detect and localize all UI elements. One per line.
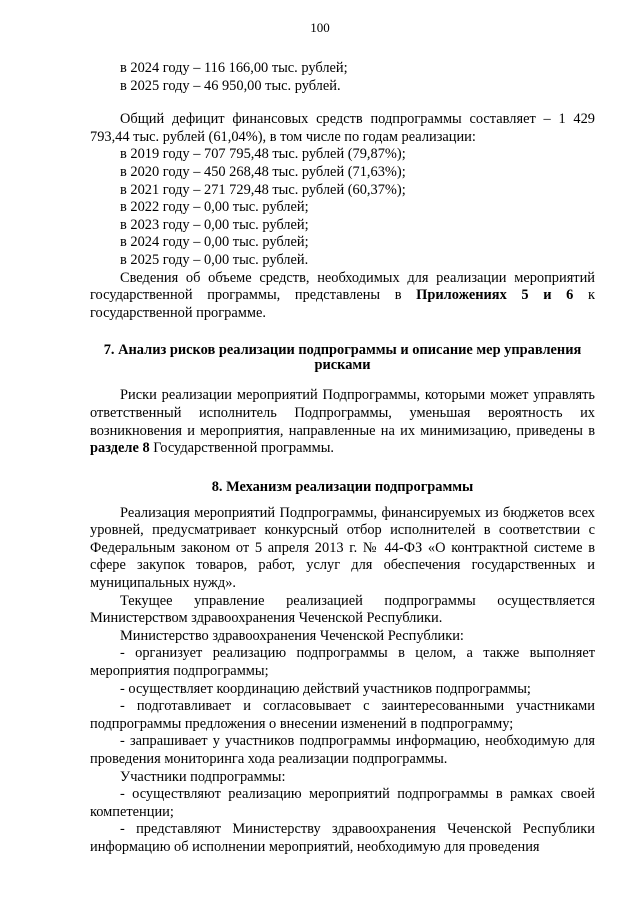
funding-line-2025: в 2025 году – 46 950,00 тыс. рублей. [120, 77, 341, 94]
deficit-2022: в 2022 году – 0,00 тыс. рублей; [120, 199, 309, 216]
page-content [90, 60, 595, 857]
deficit-2024: в 2024 году – 0,00 тыс. рублей; [120, 234, 309, 251]
deficit-2019: в 2019 году – 707 795,48 тыс. рублей (79,87%); [120, 146, 406, 163]
annex-note: Сведения об объеме средств, необходимых для реализации мероприятий государственной программы, представлены в Приложениях 5 и 6 к государственной программе. [90, 269, 595, 321]
section8-heading: 8. Механизм реализации подпрограммы [211, 478, 474, 495]
section8-p2: Текущее управление реализацией подпрограммы осуществляется Министерством здравоохранения Чеченской Республики. [90, 592, 595, 627]
ministry-item-2: - осуществляет координацию действий участников подпрограммы; [120, 680, 531, 697]
section7-heading: 7. Анализ рисков реализации подпрограммы и описание мер управления рисками [103, 342, 582, 374]
annex-reference: Приложениях 5 и 6 [416, 287, 574, 304]
ministry-item-1: - организует реализацию подпрограммы в целом, а также выполняет мероприятия подпрограммы; [90, 645, 595, 680]
deficit-2021: в 2021 году – 271 729,48 тыс. рублей (60,37%); [120, 181, 406, 198]
page-number: 100 [310, 20, 330, 35]
section7-text: Риски реализации мероприятий Подпрограммы, которыми может управлять ответственный исполнитель Подпрограммы, уменьшая вероятность их возникновения и мероприятия, направленные на их минимизацию, приведены в разделе 8 Государственной программы. [90, 387, 595, 457]
ministry-item-3: - подготавливает и согласовывает с заинтересованными участниками подпрограммы предложения о внесении изменений в подпрограмму; [90, 698, 595, 732]
funding-line-2024: в 2024 году – 116 166,00 тыс. рублей; [120, 60, 348, 76]
participants-label: Участники подпрограммы: [120, 768, 286, 785]
deficit-2025: в 2025 году – 0,00 тыс. рублей. [120, 251, 309, 268]
deficit-intro: Общий дефицит финансовых средств подпрограммы составляет – 1 429 793,44 тыс. рублей (61,04%), в том числе по годам реализации: [90, 111, 595, 145]
section8-p3: Министерство здравоохранения Чеченской Республики: [120, 627, 464, 644]
deficit-2023: в 2023 году – 0,00 тыс. рублей; [120, 216, 309, 233]
section8-p1: Реализация мероприятий Подпрограммы, финансируемых из бюджетов всех уровней, предусматривает конкурсный отбор исполнителей в соответствии с Федеральным законом от 5 апреля 2013 г. № 44-ФЗ «О контрактной системе в сфере закупок товаров, работ, услуг для обеспечения государственных и муниципальных нужд». [90, 504, 595, 592]
deficit-2020: в 2020 году – 450 268,48 тыс. рублей (71,63%); [120, 163, 406, 180]
participant-item-2: - представляют Министерству здравоохранения Чеченской Республики информацию об исполнении мероприятий, необходимую для проведения [90, 821, 595, 855]
section-reference: разделе 8 [90, 440, 150, 457]
participant-item-1: - осуществляют реализацию мероприятий подпрограммы в рамках своей компетенции; [90, 786, 595, 820]
ministry-item-4: - запрашивает у участников подпрограммы информацию, необходимую для проведения мониторинга хода реализации подпрограммы. [90, 733, 595, 767]
